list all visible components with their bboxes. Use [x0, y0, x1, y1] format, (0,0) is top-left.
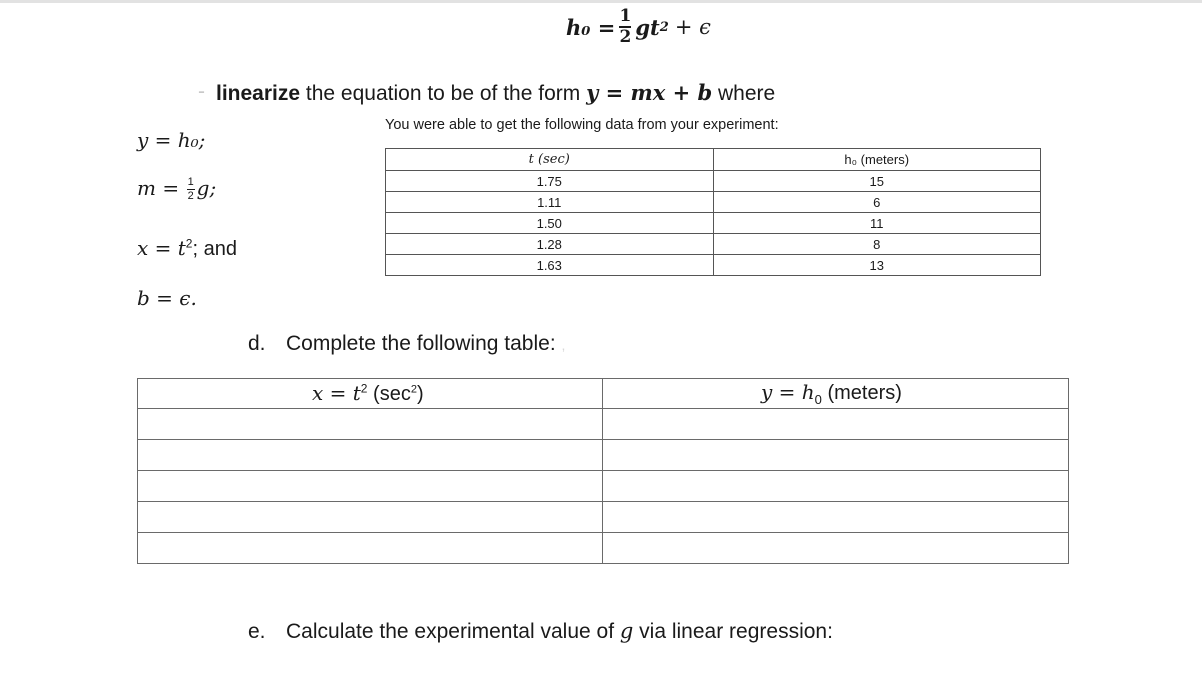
answer-cell-x[interactable]: [138, 502, 603, 533]
main-equation: [566, 8, 711, 46]
h-value: 8: [713, 234, 1041, 255]
question-d-label: d.: [248, 332, 266, 355]
data-header-row: [386, 149, 1041, 171]
t-value: 1.11: [386, 192, 714, 213]
h-value: 13: [713, 255, 1041, 276]
h-value: 15: [713, 171, 1041, 192]
linear-form: y = mx + b: [586, 80, 713, 105]
fraction-numerator: 1: [619, 6, 632, 26]
linearize-keyword: linearize: [216, 82, 301, 105]
table-row: [386, 192, 1041, 213]
answer-cell-x[interactable]: [138, 471, 603, 502]
answer-header-row: [138, 379, 1069, 409]
answer-row: [138, 533, 1069, 564]
equation-rhs: gt: [635, 14, 660, 40]
data-intro: You were able to get the following data from your experiment:: [385, 117, 779, 133]
definition-x: $x = t^2$; and: [137, 236, 237, 260]
experiment-data-table: [385, 148, 1041, 276]
linearize-text: the equation to be of the form: [305, 82, 581, 105]
equation-tail: + ϵ: [674, 15, 711, 39]
answer-row: [138, 471, 1069, 502]
answer-header-x: $x = t^2$ $(\sec^2)$: [138, 379, 603, 409]
question-e-label: e.: [248, 620, 266, 643]
definition-b: b = ϵ.: [137, 286, 197, 310]
answer-cell-x[interactable]: [138, 533, 603, 564]
m-fraction: $\frac{1}{2}$: [187, 176, 194, 203]
h-value: 11: [713, 213, 1041, 234]
header-h0: h₀ (meters): [713, 149, 1041, 171]
answer-row: [138, 440, 1069, 471]
definition-m: m = $\frac{1}{2}$ g;: [137, 176, 217, 203]
question-e: [248, 619, 833, 644]
answer-cell-y[interactable]: [603, 533, 1069, 564]
answer-cell-y[interactable]: [603, 409, 1069, 440]
table-row: [386, 213, 1041, 234]
definition-y: y = h₀;: [137, 128, 206, 152]
table-row: [386, 255, 1041, 276]
fraction-denominator: 2: [619, 27, 632, 47]
top-divider: [0, 0, 1202, 3]
question-d: d. Complete the following table: ,: [248, 332, 566, 355]
question-e-text: Calculate the experimental value of: [286, 620, 615, 643]
question-d-text: Complete the following table:: [286, 332, 556, 355]
equation-lhs: h₀ =: [566, 14, 616, 40]
answer-cell-x[interactable]: [138, 409, 603, 440]
t-value: 1.28: [386, 234, 714, 255]
header-t: t (sec): [386, 149, 714, 171]
answer-row: [138, 409, 1069, 440]
answer-table: [137, 378, 1069, 564]
linearize-suffix: where: [718, 82, 776, 105]
answer-cell-y[interactable]: [603, 471, 1069, 502]
t-value: 1.75: [386, 171, 714, 192]
table-row: [386, 171, 1041, 192]
answer-row: [138, 502, 1069, 533]
answer-cell-y[interactable]: [603, 440, 1069, 471]
answer-cell-x[interactable]: [138, 440, 603, 471]
equation-fraction: [619, 8, 631, 46]
table-row: [386, 234, 1041, 255]
question-e-var: g: [619, 619, 634, 643]
equation-exponent: 2: [659, 19, 669, 35]
answer-cell-y[interactable]: [603, 502, 1069, 533]
t-value: 1.63: [386, 255, 714, 276]
t-value: 1.50: [386, 213, 714, 234]
question-e-suffix: via linear regression:: [639, 620, 833, 643]
h-value: 6: [713, 192, 1041, 213]
answer-header-y: $y = h_0$ (meters): [603, 379, 1069, 409]
linearize-instruction: - linearize the equation to be of the form y = mx + b where: [198, 80, 776, 105]
